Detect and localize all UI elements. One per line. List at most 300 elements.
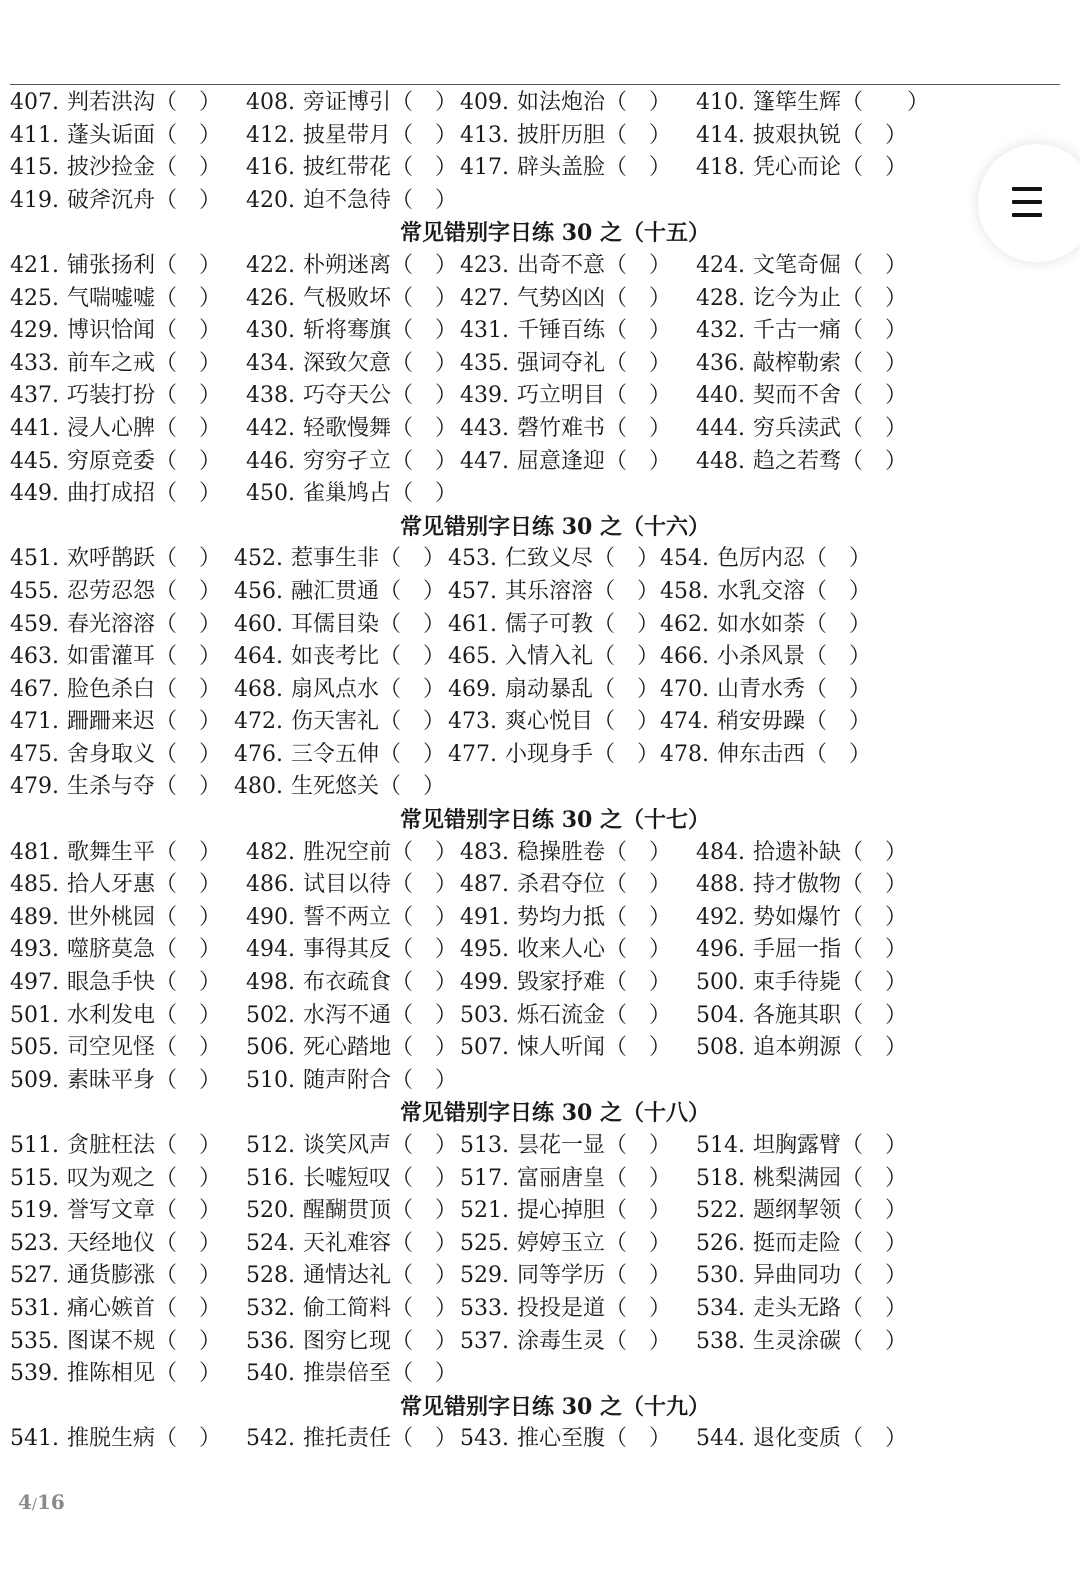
answer-blank[interactable]: （ ） (841, 252, 908, 278)
idiom-text: 歌舞生平 (66, 839, 155, 865)
idiom-text: 事得其反 (302, 937, 391, 963)
idiom-text: 出奇不意 (516, 252, 605, 278)
answer-blank[interactable]: （ ） (605, 90, 672, 115)
answer-blank[interactable]: （ ） (841, 904, 908, 930)
question-item (460, 283, 671, 316)
answer-blank[interactable]: （ ） (841, 155, 908, 181)
answer-blank[interactable]: （ ） (805, 709, 872, 735)
question-number: 487. (460, 872, 509, 898)
question-item (246, 1260, 457, 1293)
answer-blank[interactable]: （ ） (155, 1361, 222, 1387)
answer-blank[interactable]: （ ） (155, 644, 222, 670)
answer-blank[interactable]: （ ） (155, 252, 222, 278)
question-number: 539. (10, 1361, 59, 1387)
question-number: 492. (696, 904, 745, 930)
answer-blank[interactable]: （ ） (391, 155, 458, 181)
question-row (0, 967, 1080, 1000)
question-row (0, 250, 1080, 283)
answer-blank[interactable]: （ ） (605, 1230, 672, 1256)
question-item (246, 934, 457, 967)
question-row (0, 348, 1080, 381)
question-number: 422. (246, 252, 295, 278)
question-row (0, 152, 1080, 185)
question-item (460, 902, 671, 935)
answer-blank[interactable]: （ ） (841, 1133, 908, 1158)
question-item (10, 152, 221, 185)
answer-blank[interactable]: （ ） (155, 1426, 222, 1452)
answer-blank[interactable]: （ ） (155, 1328, 222, 1354)
answer-blank[interactable]: （ ） (605, 1002, 672, 1028)
question-item (246, 1032, 457, 1065)
answer-blank[interactable]: （ ） (155, 90, 222, 115)
idiom-text: 异曲同功 (752, 1263, 841, 1289)
answer-blank[interactable]: （ ） (155, 383, 222, 409)
idiom-text: 春光溶溶 (66, 611, 155, 637)
question-item (10, 934, 221, 967)
answer-blank[interactable]: （ ） (391, 1198, 458, 1224)
idiom-text: 题纲挈领 (752, 1198, 841, 1224)
idiom-text: 随声附合 (302, 1067, 391, 1093)
answer-blank[interactable]: （ ） (805, 578, 872, 604)
question-item (696, 413, 907, 446)
page-current: 4 (18, 1490, 32, 1514)
question-number: 475. (10, 741, 59, 767)
answer-blank[interactable]: （ ） (391, 1002, 458, 1028)
question-row (0, 120, 1080, 153)
answer-blank[interactable]: （ ） (391, 383, 458, 409)
question-number: 499. (460, 970, 509, 996)
idiom-text: 贪脏枉法 (66, 1133, 155, 1158)
idiom-text: 儒子可教 (504, 611, 593, 637)
question-number: 438. (246, 383, 295, 409)
answer-blank[interactable]: （ ） (605, 1426, 672, 1452)
question-number: 504. (696, 1002, 745, 1028)
answer-blank[interactable]: （ ） (841, 970, 908, 996)
answer-blank[interactable]: （ ） (841, 285, 908, 311)
answer-blank[interactable]: （ ） (605, 285, 672, 311)
idiom-text: 如水如荼 (716, 611, 805, 637)
answer-blank[interactable]: （ ） (391, 187, 458, 213)
answer-blank[interactable]: （ ） (391, 1361, 458, 1387)
answer-blank[interactable]: （ ） (841, 318, 908, 344)
question-item (246, 1293, 457, 1326)
idiom-text: 试目以待 (302, 872, 391, 898)
answer-blank[interactable]: （ ） (605, 1328, 672, 1354)
question-number: 483. (460, 839, 509, 865)
question-item (448, 674, 659, 707)
question-number: 536. (246, 1328, 295, 1354)
answer-blank[interactable]: （ ） (391, 285, 458, 311)
answer-blank[interactable]: （ ） (379, 676, 446, 702)
idiom-text: 长嘘短叹 (302, 1165, 391, 1191)
question-number: 533. (460, 1295, 509, 1321)
answer-blank[interactable]: （ ） (155, 546, 222, 572)
answer-blank[interactable]: （ ） (605, 839, 672, 865)
answer-blank[interactable]: （ ） (391, 839, 458, 865)
question-item (10, 869, 221, 902)
answer-blank[interactable]: （ ） (379, 546, 446, 572)
answer-blank[interactable]: （ ） (155, 904, 222, 930)
question-number: 535. (10, 1328, 59, 1354)
idiom-text: 投投是道 (516, 1295, 605, 1321)
question-row (0, 902, 1080, 935)
question-item (696, 1195, 907, 1228)
top-rule (10, 84, 1060, 85)
question-row (0, 1130, 1080, 1163)
answer-blank[interactable]: （ ） (155, 318, 222, 344)
question-item (246, 1130, 457, 1163)
answer-blank[interactable]: （ ） (391, 122, 458, 148)
question-item (696, 348, 907, 381)
question-item (246, 1423, 457, 1456)
answer-blank[interactable]: （ ） (155, 155, 222, 181)
answer-blank[interactable]: （ ） (841, 839, 908, 865)
question-item (246, 1065, 457, 1098)
answer-blank[interactable]: （ ） (155, 1295, 222, 1321)
answer-blank[interactable]: （ ） (155, 1002, 222, 1028)
answer-blank[interactable]: （ ） (155, 1035, 222, 1061)
idiom-text: 如雷灌耳 (66, 644, 155, 670)
answer-blank[interactable]: （ ） (841, 122, 908, 148)
answer-blank[interactable]: （ ） (605, 155, 672, 181)
question-item (246, 1228, 457, 1261)
idiom-text: 束手待毙 (752, 970, 841, 996)
answer-blank[interactable]: （ ） (805, 676, 872, 702)
idiom-text: 巧立明目 (516, 383, 605, 409)
answer-blank[interactable]: （ ） (593, 741, 660, 767)
answer-blank[interactable]: （ ） (391, 252, 458, 278)
answer-blank[interactable]: （ ） (155, 937, 222, 963)
question-item (460, 1228, 671, 1261)
answer-blank[interactable]: （ ） (605, 1198, 672, 1224)
answer-blank[interactable]: （ ） (391, 481, 458, 507)
answer-blank[interactable]: （ ） (605, 448, 672, 474)
answer-blank[interactable]: （ ） (605, 872, 672, 898)
question-item (696, 902, 907, 935)
answer-blank[interactable]: （ ） (391, 937, 458, 963)
question-item (460, 967, 671, 1000)
answer-blank[interactable]: （ ） (841, 415, 908, 441)
question-number: 427. (460, 285, 509, 311)
question-number: 515. (10, 1165, 59, 1191)
answer-blank[interactable]: （ ） (379, 741, 446, 767)
question-row (0, 1065, 1080, 1098)
question-row (0, 1358, 1080, 1391)
answer-blank[interactable]: （ ） (155, 676, 222, 702)
question-number: 481. (10, 839, 59, 865)
answer-blank[interactable]: （ ） (605, 318, 672, 344)
answer-blank[interactable]: （ ） (841, 1035, 908, 1061)
answer-blank[interactable]: （ ） (391, 1295, 458, 1321)
idiom-text: 气势凶凶 (516, 285, 605, 311)
answer-blank[interactable]: （ ） (841, 872, 908, 898)
question-number: 425. (10, 285, 59, 311)
answer-blank[interactable]: （ ） (391, 1165, 458, 1191)
question-row (0, 837, 1080, 870)
answer-blank[interactable]: （ ） (155, 1263, 222, 1289)
question-item (10, 771, 221, 804)
idiom-text: 图穷匕现 (302, 1328, 391, 1354)
question-number: 407. (10, 90, 59, 115)
question-item (460, 1032, 671, 1065)
idiom-text: 涂毒生灵 (516, 1328, 605, 1354)
question-item (660, 576, 871, 609)
question-item (460, 1293, 671, 1326)
answer-blank[interactable]: （ ） (155, 611, 222, 637)
answer-blank[interactable]: （ ） (391, 1263, 458, 1289)
question-number: 424. (696, 252, 745, 278)
answer-blank[interactable]: （ ） (805, 611, 872, 637)
answer-blank[interactable]: （ ） (155, 970, 222, 996)
answer-blank[interactable]: （ ） (841, 90, 930, 115)
question-number: 435. (460, 350, 509, 376)
answer-blank[interactable]: （ ） (391, 90, 458, 115)
question-number: 450. (246, 481, 295, 507)
question-number: 508. (696, 1035, 745, 1061)
question-row (0, 609, 1080, 642)
answer-blank[interactable]: （ ） (155, 839, 222, 865)
idiom-text: 拾人牙惠 (66, 872, 155, 898)
answer-blank[interactable]: （ ） (391, 318, 458, 344)
question-item (10, 674, 221, 707)
question-item (234, 576, 445, 609)
answer-blank[interactable]: （ ） (379, 611, 446, 637)
answer-blank[interactable]: （ ） (593, 546, 660, 572)
answer-blank[interactable]: （ ） (379, 644, 446, 670)
answer-blank[interactable]: （ ） (841, 1165, 908, 1191)
question-number: 448. (696, 448, 745, 474)
question-number: 528. (246, 1263, 295, 1289)
question-number: 520. (246, 1198, 295, 1224)
answer-blank[interactable]: （ ） (155, 1165, 222, 1191)
question-number: 442. (246, 415, 295, 441)
answer-blank[interactable]: （ ） (391, 1230, 458, 1256)
answer-blank[interactable]: （ ） (391, 904, 458, 930)
question-number: 436. (696, 350, 745, 376)
question-number: 534. (696, 1295, 745, 1321)
answer-blank[interactable]: （ ） (379, 578, 446, 604)
idiom-text: 前车之戒 (66, 350, 155, 376)
answer-blank[interactable]: （ ） (155, 285, 222, 311)
idiom-text: 叹为观之 (66, 1165, 155, 1191)
idiom-text: 披沙捡金 (66, 155, 155, 181)
question-item (246, 967, 457, 1000)
question-item (660, 674, 871, 707)
answer-blank[interactable]: （ ） (593, 709, 660, 735)
question-item (696, 446, 907, 479)
answer-blank[interactable]: （ ） (605, 350, 672, 376)
question-row (0, 1000, 1080, 1033)
answer-blank[interactable]: （ ） (605, 1263, 672, 1289)
question-item (696, 1130, 907, 1163)
question-item (246, 478, 457, 511)
idiom-text: 图谋不规 (66, 1328, 155, 1354)
answer-blank[interactable]: （ ） (391, 1328, 458, 1354)
answer-blank[interactable]: （ ） (605, 904, 672, 930)
answer-blank[interactable]: （ ） (155, 122, 222, 148)
question-number: 410. (696, 90, 745, 115)
idiom-text: 稍安毋躁 (716, 709, 805, 735)
question-item (10, 348, 221, 381)
answer-blank[interactable]: （ ） (379, 709, 446, 735)
question-item (460, 934, 671, 967)
answer-blank[interactable]: （ ） (593, 644, 660, 670)
idiom-text: 篷筚生辉 (752, 90, 841, 115)
question-row (0, 1228, 1080, 1261)
question-item (246, 902, 457, 935)
answer-blank[interactable]: （ ） (379, 774, 446, 800)
answer-blank[interactable]: （ ） (391, 1133, 458, 1158)
question-item (460, 1423, 671, 1456)
answer-blank[interactable]: （ ） (805, 546, 872, 572)
answer-blank[interactable]: （ ） (155, 448, 222, 474)
idiom-text: 推托责任 (302, 1426, 391, 1452)
answer-blank[interactable]: （ ） (605, 383, 672, 409)
idiom-text: 披艰执锐 (752, 122, 841, 148)
answer-blank[interactable]: （ ） (155, 481, 222, 507)
answer-blank[interactable]: （ ） (155, 350, 222, 376)
answer-blank[interactable]: （ ） (841, 1328, 908, 1354)
answer-blank[interactable]: （ ） (841, 350, 908, 376)
question-item (10, 1293, 221, 1326)
idiom-text: 各施其职 (752, 1002, 841, 1028)
idiom-text: 稳操胜卷 (516, 839, 605, 865)
idiom-text: 生杀与夺 (66, 774, 155, 800)
idiom-text: 走头无路 (752, 1295, 841, 1321)
question-item (10, 1163, 221, 1196)
answer-blank[interactable]: （ ） (605, 970, 672, 996)
answer-blank[interactable]: （ ） (841, 1295, 908, 1321)
answer-blank[interactable]: （ ） (841, 1198, 908, 1224)
answer-blank[interactable]: （ ） (391, 1426, 458, 1452)
answer-blank[interactable]: （ ） (391, 970, 458, 996)
question-row (0, 1423, 1080, 1456)
answer-blank[interactable]: （ ） (155, 578, 222, 604)
question-number: 480. (234, 774, 283, 800)
question-number: 510. (246, 1067, 295, 1093)
answer-blank[interactable]: （ ） (593, 578, 660, 604)
answer-blank[interactable]: （ ） (155, 774, 222, 800)
answer-blank[interactable]: （ ） (155, 1198, 222, 1224)
question-number: 530. (696, 1263, 745, 1289)
idiom-text: 伸东击西 (716, 741, 805, 767)
question-number: 464. (234, 644, 283, 670)
idiom-text: 迫不急待 (302, 187, 391, 213)
question-item (234, 543, 445, 576)
idiom-text: 曲打成招 (66, 481, 155, 507)
question-row (0, 771, 1080, 804)
idiom-text: 收来人心 (516, 937, 605, 963)
answer-blank[interactable]: （ ） (841, 937, 908, 963)
answer-blank[interactable]: （ ） (155, 872, 222, 898)
answer-blank[interactable]: （ ） (841, 1426, 908, 1452)
answer-blank[interactable]: （ ） (391, 1067, 458, 1093)
answer-blank[interactable]: （ ） (841, 448, 908, 474)
question-number: 503. (460, 1002, 509, 1028)
answer-blank[interactable]: （ ） (605, 252, 672, 278)
question-number: 494. (246, 937, 295, 963)
idiom-text: 推心至腹 (516, 1426, 605, 1452)
answer-blank[interactable]: （ ） (155, 187, 222, 213)
answer-blank[interactable]: （ ） (155, 1133, 222, 1158)
question-number: 420. (246, 187, 295, 213)
idiom-text: 辟头盖脸 (516, 155, 605, 181)
idiom-text: 坦胸露臂 (752, 1133, 841, 1158)
answer-blank[interactable]: （ ） (841, 1230, 908, 1256)
idiom-text: 披红带花 (302, 155, 391, 181)
answer-blank[interactable]: （ ） (391, 448, 458, 474)
answer-blank[interactable]: （ ） (605, 1295, 672, 1321)
answer-blank[interactable]: （ ） (605, 1165, 672, 1191)
question-item (448, 739, 659, 772)
answer-blank[interactable]: （ ） (605, 415, 672, 441)
answer-blank[interactable]: （ ） (593, 611, 660, 637)
idiom-text: 轻歌慢舞 (302, 415, 391, 441)
answer-blank[interactable]: （ ） (841, 383, 908, 409)
idiom-text: 三令五伸 (290, 741, 379, 767)
question-number: 454. (660, 546, 709, 572)
question-number: 517. (460, 1165, 509, 1191)
idiom-text: 凭心而论 (752, 155, 841, 181)
idiom-text: 噬脐莫急 (66, 937, 155, 963)
question-item (460, 1130, 671, 1163)
answer-blank[interactable]: （ ） (155, 1067, 222, 1093)
idiom-text: 水乳交溶 (716, 578, 805, 604)
answer-blank[interactable]: （ ） (155, 415, 222, 441)
question-number: 431. (460, 318, 509, 344)
idiom-text: 千古一痛 (752, 318, 841, 344)
section-heading: 常见错别字日练 30 之（十九） (400, 1393, 710, 1420)
answer-blank[interactable]: （ ） (391, 1035, 458, 1061)
idiom-text: 手屈一指 (752, 937, 841, 963)
answer-blank[interactable]: （ ） (841, 1263, 908, 1289)
answer-blank[interactable]: （ ） (605, 937, 672, 963)
answer-blank[interactable]: （ ） (805, 741, 872, 767)
answer-blank[interactable]: （ ） (593, 676, 660, 702)
answer-blank[interactable]: （ ） (391, 872, 458, 898)
question-item (246, 446, 457, 479)
question-item (460, 120, 671, 153)
question-number: 451. (10, 546, 59, 572)
answer-blank[interactable]: （ ） (841, 1002, 908, 1028)
idiom-text: 耳儒目染 (290, 611, 379, 637)
idiom-text: 杀君夺位 (516, 872, 605, 898)
answer-blank[interactable]: （ ） (391, 415, 458, 441)
answer-blank[interactable]: （ ） (155, 741, 222, 767)
question-item (10, 315, 221, 348)
answer-blank[interactable]: （ ） (605, 1035, 672, 1061)
answer-blank[interactable]: （ ） (155, 709, 222, 735)
question-item (10, 641, 221, 674)
answer-blank[interactable]: （ ） (605, 122, 672, 148)
idiom-text: 扇风点水 (290, 676, 379, 702)
idiom-text: 屈意逢迎 (516, 448, 605, 474)
answer-blank[interactable]: （ ） (605, 1133, 672, 1158)
idiom-text: 气喘嘘嘘 (66, 285, 155, 311)
question-number: 446. (246, 448, 295, 474)
question-item (696, 869, 907, 902)
answer-blank[interactable]: （ ） (805, 644, 872, 670)
idiom-text: 文笔奇倔 (752, 252, 841, 278)
question-item (660, 739, 871, 772)
idiom-text: 偷工简料 (302, 1295, 391, 1321)
question-number: 412. (246, 122, 295, 148)
question-item (234, 771, 445, 804)
question-item (234, 609, 445, 642)
answer-blank[interactable]: （ ） (155, 1230, 222, 1256)
question-item (460, 87, 671, 120)
answer-blank[interactable]: （ ） (391, 350, 458, 376)
